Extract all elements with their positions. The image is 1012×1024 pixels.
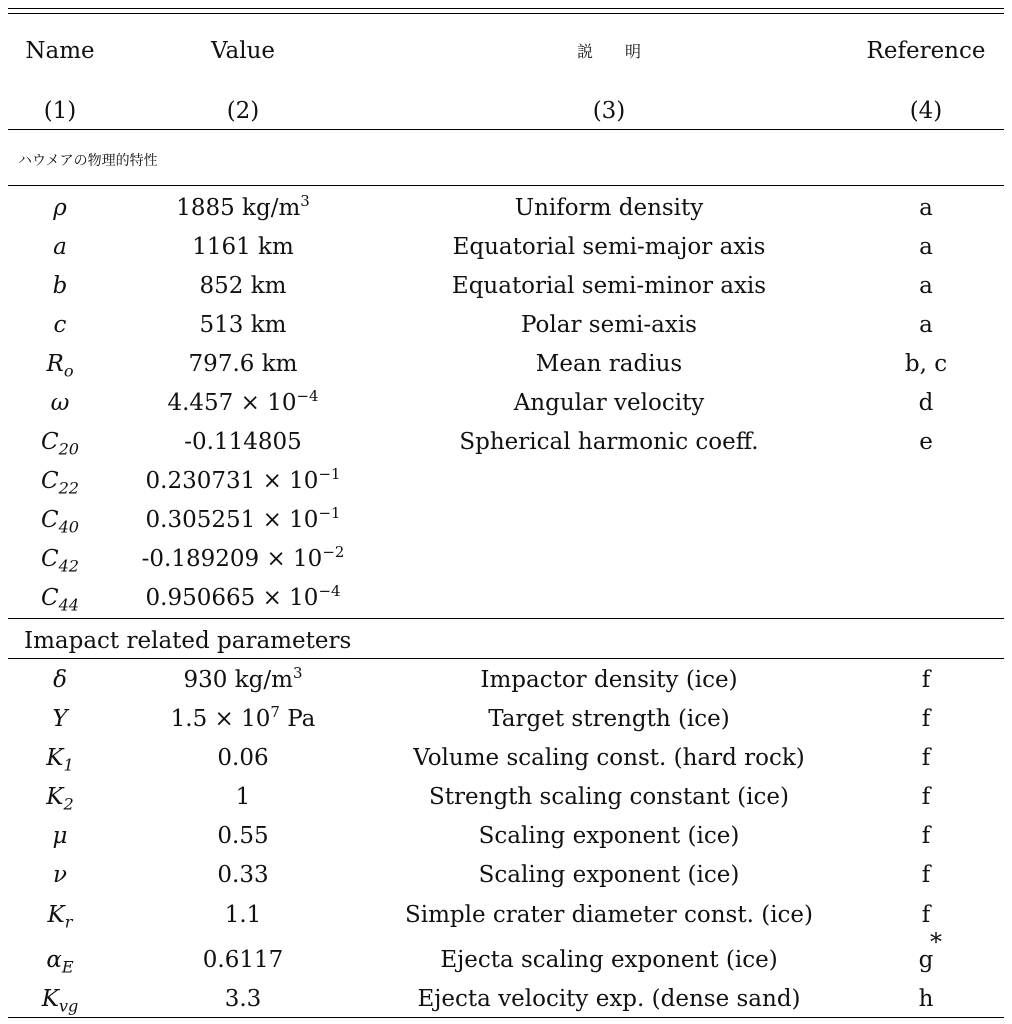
- parameter-value: [112, 465, 374, 494]
- parameter-description: Scaling exponent (ice): [478, 862, 740, 888]
- symbol-subscript: o: [63, 361, 74, 381]
- symbol-letter: ρ: [53, 195, 67, 221]
- header-value: Value: [211, 38, 275, 64]
- parameter-value: [112, 825, 374, 848]
- section-title-impact: Imapact related parameters: [24, 628, 352, 654]
- parameter-reference: f: [921, 862, 931, 888]
- parameter-reference: b, c: [904, 351, 948, 377]
- symbol-letter: C: [40, 585, 59, 611]
- header-num-3: (3): [592, 98, 626, 124]
- value-text: 1161 km: [192, 234, 294, 260]
- symbol-subscript: E: [61, 957, 74, 977]
- symbol-subscript: 40: [58, 517, 80, 537]
- parameter-description: Simple crater diameter const. (ice): [404, 902, 814, 928]
- parameter-reference: f: [921, 823, 931, 849]
- parameter-symbol: [10, 275, 110, 298]
- parameter-value: [112, 314, 374, 337]
- value-text: 0.230731 × 10: [145, 468, 319, 494]
- parameter-reference: a: [919, 312, 933, 338]
- symbol-letter: c: [53, 312, 67, 338]
- parameter-symbol: [10, 585, 110, 615]
- parameter-reference: g: [918, 947, 934, 973]
- parameter-description: Spherical harmonic coeff.: [459, 429, 759, 455]
- parameter-description: Ejecta velocity exp. (dense sand): [417, 986, 801, 1012]
- parameter-value: [112, 864, 374, 887]
- parameter-value: [112, 582, 374, 611]
- parameter-description: Mean radius: [535, 351, 683, 377]
- symbol-letter: Y: [52, 706, 68, 732]
- header-bottom-rule: [8, 129, 1004, 130]
- symbol-letter: C: [40, 429, 59, 455]
- header-num-1: (1): [43, 98, 77, 124]
- parameter-value: [112, 786, 374, 809]
- parameter-description: Angular velocity: [513, 390, 705, 416]
- value-exponent: −1: [318, 504, 341, 523]
- parameter-symbol: [10, 745, 110, 775]
- value-exponent: −4: [318, 582, 341, 601]
- parameter-symbol: [10, 429, 110, 459]
- parameter-value: [112, 904, 374, 927]
- parameter-value: [112, 236, 374, 259]
- value-exponent: −1: [318, 465, 341, 484]
- parameter-symbol: [10, 468, 110, 498]
- parameter-value: [112, 275, 374, 298]
- parameter-reference: f: [921, 902, 931, 928]
- parameter-reference: h: [918, 986, 934, 1012]
- symbol-subscript: r: [64, 912, 73, 932]
- value-text: 0.305251 × 10: [145, 507, 319, 533]
- value-text: 513 km: [199, 312, 287, 338]
- section1-rule: [8, 185, 1004, 186]
- parameter-symbol: [10, 392, 110, 415]
- header-reference: Reference: [866, 38, 986, 64]
- parameter-value: [112, 543, 374, 572]
- value-text: 3.3: [224, 986, 262, 1012]
- parameter-symbol: [10, 507, 110, 537]
- value-text: 4.457 × 10: [167, 390, 297, 416]
- symbol-letter: α: [46, 947, 62, 973]
- symbol-letter: δ: [53, 667, 67, 693]
- parameter-value: [112, 504, 374, 533]
- symbol-letter: K: [41, 986, 59, 1012]
- value-text: 1885 kg/m: [176, 195, 301, 221]
- parameter-value: [112, 192, 374, 221]
- symbol-letter: K: [47, 902, 65, 928]
- symbol-letter: R: [46, 351, 64, 377]
- parameter-reference: a: [919, 195, 933, 221]
- parameter-reference: a: [919, 273, 933, 299]
- symbol-letter: μ: [52, 823, 68, 849]
- footnote-mark: *: [930, 928, 942, 956]
- parameter-symbol: [10, 864, 110, 887]
- value-exponent: −4: [296, 387, 319, 406]
- parameter-value: [112, 747, 374, 770]
- symbol-letter: ω: [50, 390, 70, 416]
- parameter-description: Impactor density (ice): [480, 667, 738, 693]
- parameter-value: [112, 353, 374, 376]
- symbol-subscript: 22: [58, 478, 80, 498]
- symbol-subscript: 44: [58, 595, 80, 615]
- parameter-description: Volume scaling const. (hard rock): [413, 745, 805, 771]
- section2-rule: [8, 658, 1004, 659]
- value-exponent: 7: [270, 703, 280, 722]
- symbol-letter: C: [40, 546, 59, 572]
- value-text: 797.6 km: [188, 351, 298, 377]
- value-text: 0.950665 × 10: [145, 585, 319, 611]
- symbol-letter: K: [46, 784, 64, 810]
- parameter-description: Scaling exponent (ice): [478, 823, 740, 849]
- symbol-subscript: 20: [58, 439, 80, 459]
- parameter-value: [112, 431, 374, 454]
- parameter-description: Equatorial semi-major axis: [452, 234, 766, 260]
- value-exponent: 3: [300, 192, 310, 211]
- parameter-value: [112, 949, 374, 972]
- header-num-2: (2): [226, 98, 260, 124]
- value-text: 0.06: [217, 745, 269, 771]
- symbol-letter: ν: [53, 862, 67, 888]
- parameter-symbol: [10, 669, 110, 692]
- value-text: 0.55: [217, 823, 269, 849]
- parameter-symbol: [10, 546, 110, 576]
- value-text: -0.189209 × 10: [141, 546, 323, 572]
- header-name: Name: [25, 38, 95, 64]
- parameter-symbol: [10, 784, 110, 814]
- parameter-reference: f: [921, 784, 931, 810]
- symbol-letter: b: [52, 273, 68, 299]
- parameter-reference: e: [919, 429, 933, 455]
- symbol-letter: K: [46, 745, 64, 771]
- value-text: 1.5 × 10: [170, 706, 271, 732]
- top-rule-2: [8, 13, 1004, 14]
- value-exponent: 3: [292, 664, 303, 683]
- value-text: 0.6117: [202, 947, 284, 973]
- value-text: 1: [235, 784, 251, 810]
- value-text: 852 km: [199, 273, 287, 299]
- parameter-reference: f: [921, 745, 931, 771]
- symbol-subscript: vg: [58, 996, 79, 1016]
- symbol-letter: a: [53, 234, 67, 260]
- parameter-symbol: [10, 902, 110, 932]
- top-rule: [8, 8, 1004, 9]
- section-title-physical: ハウメアの物理的特性: [18, 153, 158, 169]
- symbol-letter: C: [40, 507, 59, 533]
- bottom-rule: [8, 1017, 1004, 1018]
- symbol-subscript: 2: [63, 794, 74, 814]
- parameter-symbol: [10, 825, 110, 848]
- parameter-description: Equatorial semi-minor axis: [451, 273, 767, 299]
- value-text: 0.33: [217, 862, 269, 888]
- value-text: 930 kg/m: [183, 667, 293, 693]
- value-text: 1.1: [224, 902, 262, 928]
- parameter-value: [112, 664, 374, 693]
- parameter-symbol: [10, 986, 110, 1016]
- parameter-description: Target strength (ice): [488, 706, 730, 732]
- header-description: 説 明: [576, 42, 641, 61]
- parameter-symbol: [10, 351, 110, 381]
- parameter-reference: f: [921, 667, 931, 693]
- section2-top-rule: [8, 618, 1004, 619]
- parameter-reference: d: [918, 390, 934, 416]
- symbol-letter: C: [40, 468, 59, 494]
- header-num-4: (4): [909, 98, 943, 124]
- value-exponent: −2: [322, 543, 345, 562]
- parameter-symbol: [10, 947, 110, 977]
- parameter-description: Ejecta scaling exponent (ice): [440, 947, 778, 973]
- value-text: -0.114805: [184, 429, 302, 455]
- parameter-value: [112, 988, 374, 1011]
- parameter-symbol: [10, 314, 110, 337]
- symbol-subscript: 42: [58, 556, 80, 576]
- parameter-reference: f: [921, 706, 931, 732]
- value-unit: Pa: [279, 706, 316, 732]
- parameter-description: Uniform density: [514, 195, 704, 221]
- parameter-description: Polar semi-axis: [521, 312, 697, 338]
- parameter-description: Strength scaling constant (ice): [429, 784, 789, 810]
- parameter-symbol: [10, 236, 110, 259]
- symbol-subscript: 1: [63, 755, 74, 775]
- parameter-value: [112, 703, 374, 732]
- parameter-value: [112, 387, 374, 416]
- parameter-symbol: [10, 197, 110, 220]
- parameter-reference: a: [919, 234, 933, 260]
- parameter-symbol: [10, 708, 110, 731]
